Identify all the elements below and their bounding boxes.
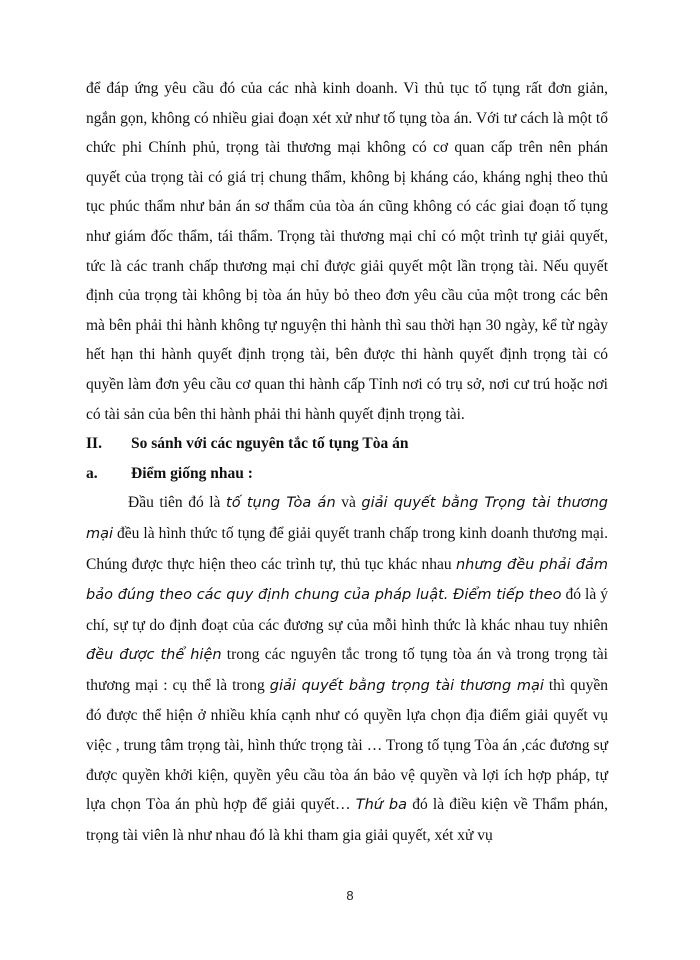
section-number: II. [86, 435, 102, 453]
italic-span: giải quyết bằng Trọng tài thương mại [86, 495, 608, 542]
text-span: trong các nguyên tắc trong tố tụng tòa án và trong trọng tài thương mại : cụ thể là trong [86, 646, 608, 694]
text-span: đều là hình thức tố tụng để giải quyết tranh chấp trong kinh doanh thương mại. Chúng được thực hiện theo các trình tự, thủ tục khác nhau [86, 524, 608, 573]
page-number: 8 [346, 888, 354, 903]
sub-heading-title: Điểm giống nhau : [131, 464, 253, 482]
italic-span: tố tụng Tòa án [226, 495, 336, 512]
section-title: So sánh với các nguyên tắc tố tụng Tòa án [131, 435, 409, 453]
paragraph-similarities [86, 488, 608, 850]
text-span: đó là điều kiện về Thẩm phán, trọng tài viên là như nhau đó là khi tham gia giải quyết, xét xử vụ [86, 796, 608, 844]
text-span: đó là ý chí, sự tự do định đoạt của các đương sự của mỗi hình thức là khác nhau tuy nhiên [86, 586, 609, 634]
italic-span: đều được thể hiện [86, 647, 222, 664]
text-span: Đầu tiên đó là [128, 494, 227, 512]
section-heading [86, 429, 608, 459]
italic-span: Thứ ba [355, 797, 408, 814]
document-body [86, 74, 608, 850]
italic-span: nhưng đều phải đảm bảo đúng theo các quy định chung của pháp luật. Điểm tiếp theo [86, 556, 608, 604]
text-span: thì quyền đó được thể hiện ở nhiều khía cạnh như có quyền lựa chọn địa điểm giải quyết vụ việc , trung tâm trọng tài, hình thức trọng tài … Trong tố tụng Tòa án ,các đương sự được quyền khởi kiện, quyền yêu cầu tòa án bảo vệ quyền và lợi ích hợp pháp, tự lựa chọn Tòa án phù hợp để giải quyết… [86, 676, 608, 814]
paragraph-arbitration-procedure: để đáp ứng yêu cầu đó của các nhà kinh doanh. Vì thủ tục tố tụng rất đơn giản, ngắn gọn, không có nhiều giai đoạn xét xử như tố tụng tòa án. Với tư cách là một tổ chức phi Chính phủ, trọng tài thương mại không có cơ quan cấp trên nên phán quyết của trọng tài có giá trị chung thẩm, không bị kháng cáo, kháng nghị theo thủ tục phúc thẩm như bản án sơ thẩm của tòa án cũng không có các giai đoạn tố tụng như giám đốc thẩm, tái thẩm. Trọng tài thương mại chỉ có một trình tự giải quyết, tức là các tranh chấp thương mại chỉ được giải quyết một lần trọng tài. Nếu quyết định của trọng tài không bị tòa án hủy bỏ theo đơn yêu cầu của một trong các bên mà bên phải thi hành không tự nguyện thi hành thì sau thời hạn 30 ngày, kể từ ngày hết hạn thi hành quyết định trọng tài, bên được thi hành quyết định trọng tài có quyền làm đơn yêu cầu cơ quan thi hành cấp Tỉnh nơi có trụ sở, nơi cư trú hoặc nơi có tài sản của bên thi hành phải thi hành quyết định trọng tài. [86, 80, 608, 423]
italic-span: giải quyết bằng trọng tài thương mại [269, 677, 544, 694]
sub-heading [86, 459, 608, 489]
text-span: và [335, 494, 362, 512]
sub-heading-number: a. [86, 464, 98, 482]
